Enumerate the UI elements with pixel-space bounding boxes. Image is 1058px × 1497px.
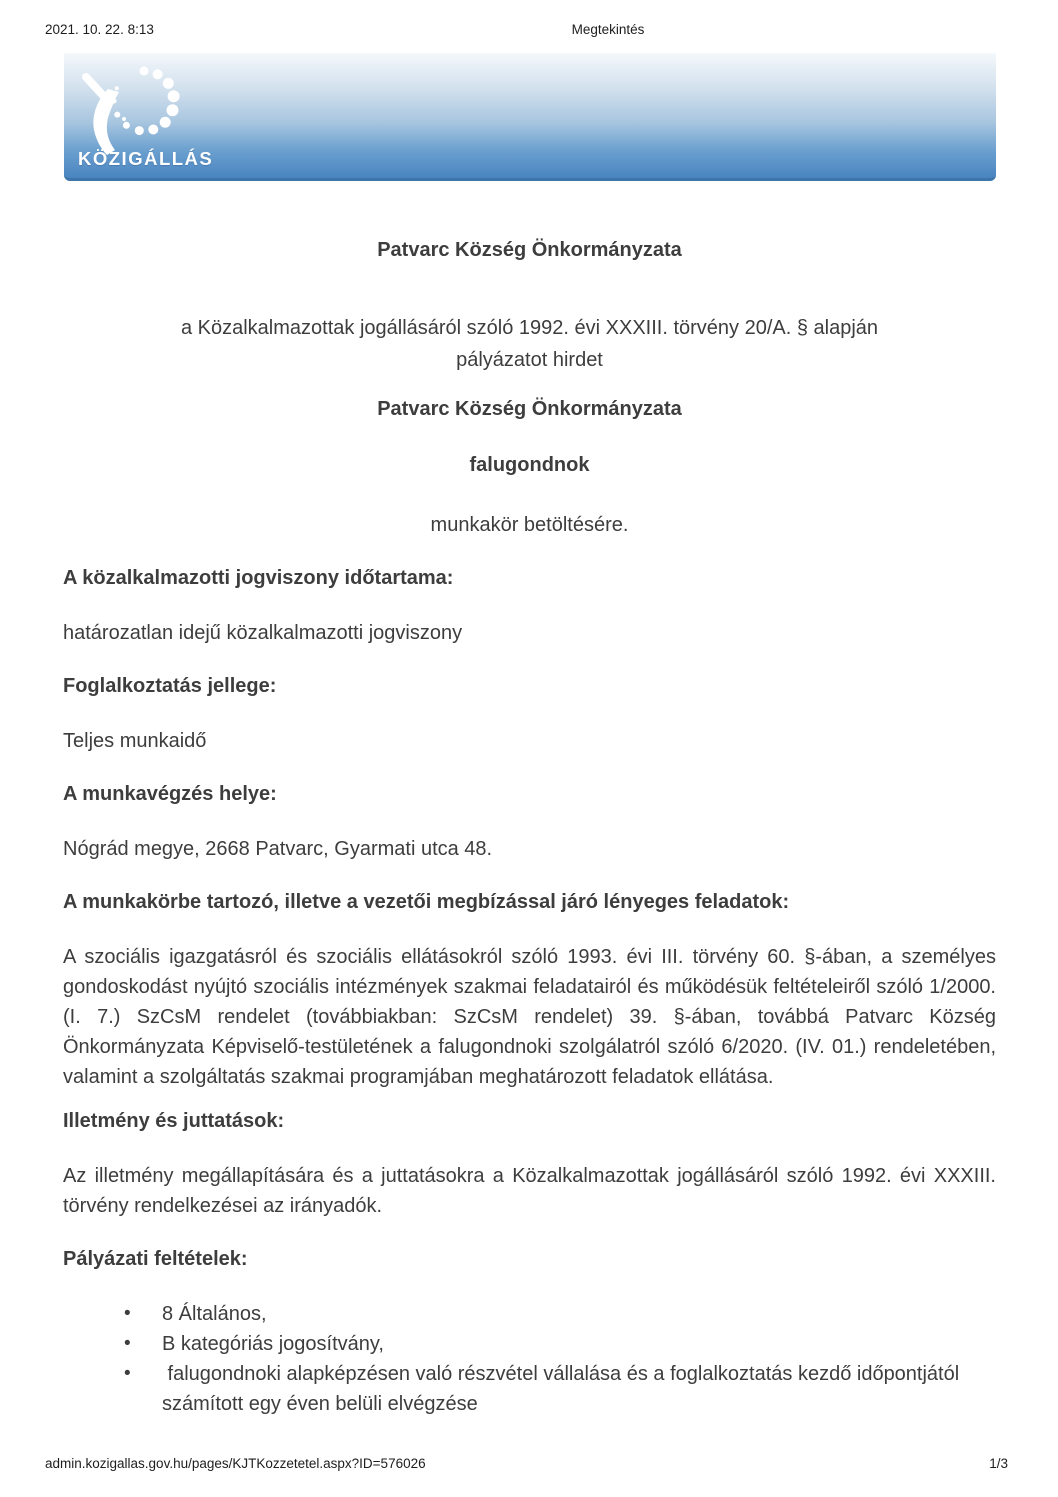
print-footer-page-indicator: 1/3 bbox=[989, 1456, 1008, 1471]
section-body-munkavegzes-helye: Nógrád megye, 2668 Patvarc, Gyarmati utca 48. bbox=[63, 838, 493, 860]
print-header bbox=[0, 22, 1058, 40]
requirement-item: • falugondnoki alapképzésen való részvétel vállalása és a foglalkoztatás kezdő időpontjától számított egy éven belüli elvégzése bbox=[162, 1359, 980, 1419]
section-heading-feladatok: A munkakörbe tartozó, illetve a vezetői megbízással járó lényeges feladatok: bbox=[63, 891, 790, 913]
organization-name: Patvarc Község Önkormányzata bbox=[377, 239, 682, 261]
job-posting-document bbox=[63, 184, 996, 1419]
print-footer bbox=[0, 1454, 1058, 1471]
position-title: falugondnok bbox=[469, 454, 590, 476]
requirement-item: • 8 Általános, bbox=[162, 1299, 980, 1329]
print-page-title: Megtekintés bbox=[571, 22, 645, 37]
kozigallas-wordmark: KÖZIGÁLLÁS bbox=[78, 148, 214, 169]
section-heading-illetmeny: Illetmény és juttatások: bbox=[63, 1110, 285, 1132]
print-footer-url: admin.kozigallas.gov.hu/pages/KJTKozzetetel.aspx?ID=576026 bbox=[45, 1456, 426, 1471]
requirements-list bbox=[63, 1299, 996, 1419]
legal-intro-line2: pályázatot hirdet bbox=[456, 349, 603, 371]
section-heading-foglalkoztatas: Foglalkoztatás jellege: bbox=[63, 675, 277, 697]
section-heading-jogviszony: A közalkalmazotti jogviszony időtartama: bbox=[63, 567, 454, 589]
organization-name-repeat: Patvarc Község Önkormányzata bbox=[377, 398, 682, 420]
kozigallas-logo-icon bbox=[66, 61, 216, 156]
section-body-feladatok: A szociális igazgatásról és szociális ellátásokról szóló 1993. évi III. törvény 60. §-ában, a személyes gondoskodást nyújtó szociális intézmények szakmai feladatairól és működésük feltételeiről szóló 1/2000. (I. 7.) SzCsM rendelet (továbbiakban: SzCsM rendelet) 39. §-ában, továbbá Patvarc Község Önkormányzata Képviselő-testületének a falugondnoki szolgálatról szóló 6/2020. (IV. 01.) rendeletében, valamint a szolgáltatás szakmai programjában meghatározott feladatok ellátása. bbox=[63, 946, 996, 1088]
section-body-jogviszony: határozatlan idejű közalkalmazotti jogviszony bbox=[63, 622, 463, 644]
print-datetime: 2021. 10. 22. 8:13 bbox=[45, 22, 154, 37]
legal-intro bbox=[63, 312, 996, 376]
requirement-item: • B kategóriás jogosítvány, bbox=[162, 1329, 980, 1359]
section-heading-munkavegzes-helye: A munkavégzés helye: bbox=[63, 783, 277, 805]
section-heading-palyazati-feltetelek: Pályázati feltételek: bbox=[63, 1248, 248, 1270]
kozigallas-banner bbox=[64, 53, 996, 181]
section-body-illetmeny: Az illetmény megállapítására és a juttatásokra a Közalkalmazottak jogállásáról szóló 1992. évi XXXIII. törvény rendelkezései az irányadók. bbox=[63, 1165, 996, 1217]
position-suffix: munkakör betöltésére. bbox=[430, 514, 629, 536]
section-body-foglalkoztatas: Teljes munkaidő bbox=[63, 730, 207, 752]
legal-intro-line1: a Közalkalmazottak jogállásáról szóló 1992. évi XXXIII. törvény 20/A. § alapján bbox=[180, 317, 879, 339]
